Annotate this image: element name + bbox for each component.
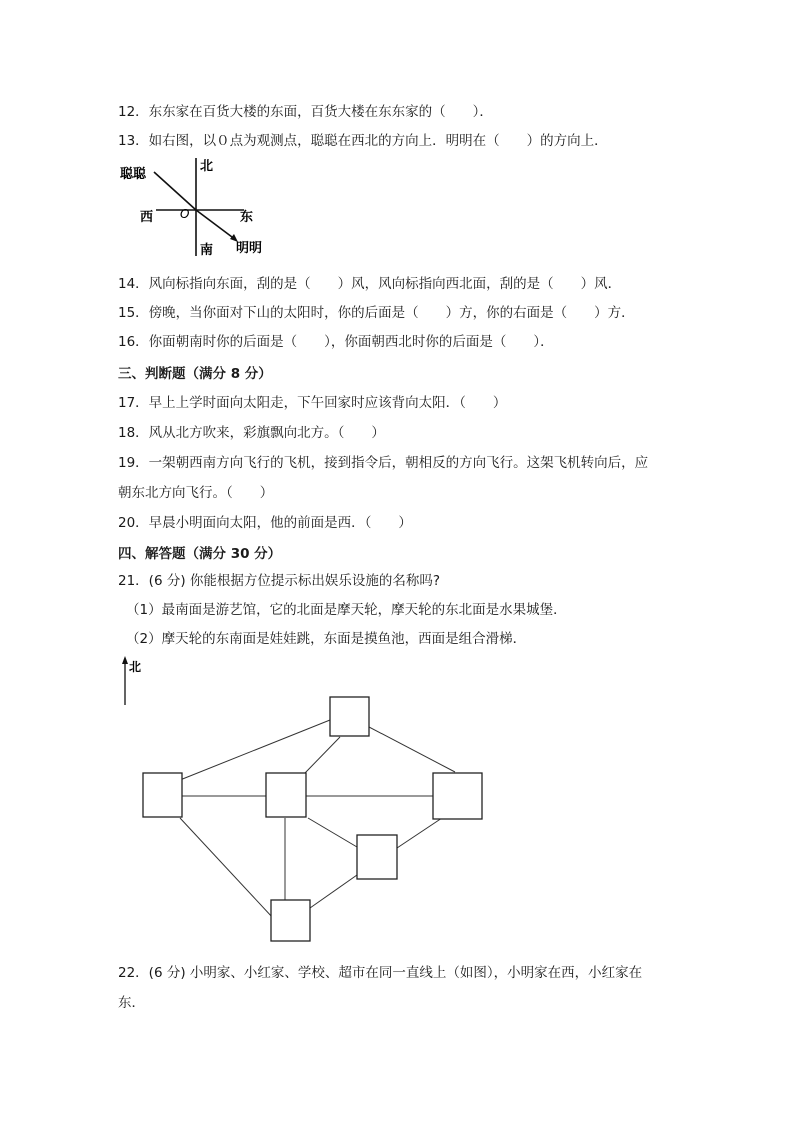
connector-line xyxy=(397,818,442,848)
connector-line xyxy=(308,818,357,847)
north-arrow-head xyxy=(122,656,128,664)
southeast-ray xyxy=(196,210,236,240)
connector-line xyxy=(310,875,357,908)
question-18: 18．风从北方吹来，彩旗飘向北方。（ ） xyxy=(118,425,385,441)
facility-box-top xyxy=(330,697,369,736)
question-15: 15．傍晚，当你面对下山的太阳时，你的后面是（ ）方，你的右面是（ ）方． xyxy=(118,305,635,321)
north-label: 北 xyxy=(200,159,214,174)
south-label: 南 xyxy=(200,243,214,258)
question-19-line1: 19．一架朝西南方向飞行的飞机，接到指令后，朝相反的方向飞行。这架飞机转向后，应 xyxy=(118,455,649,471)
question-22-line2: 东． xyxy=(118,995,145,1011)
northwest-ray xyxy=(154,172,196,210)
question-21: 21．(6 分) 你能根据方位提示标出娱乐设施的名称吗? xyxy=(118,573,441,589)
origin-label: O xyxy=(180,207,190,221)
east-label: 东 xyxy=(240,210,254,225)
facility-box-left xyxy=(143,773,182,817)
facility-box-right xyxy=(433,773,482,819)
question-14: 14．风向标指向东面，刮的是（ ）风，风向标指向西北面，刮的是（ ）风． xyxy=(118,276,622,292)
question-21-part2: （2）摩天轮的东南面是娃娃跳，东面是摸鱼池，西面是组合滑梯． xyxy=(126,631,527,647)
question-19-line2: 朝东北方向飞行。（ ） xyxy=(118,485,274,501)
facility-box-bottom xyxy=(271,900,310,941)
southeast-person-label: 明明 xyxy=(236,241,263,256)
question-16: 16．你面朝南时你的后面是（ ），你面朝西北时你的后面是（ ）． xyxy=(118,334,554,350)
northwest-person-label: 聪聪 xyxy=(120,167,147,182)
question-20: 20．早晨小明面向太阳，他的前面是西．（ ） xyxy=(118,515,412,531)
facility-box-lower-right xyxy=(357,835,397,879)
question-13: 13．如右图，以０点为观测点，聪聪在西北的方向上．明明在（ ）的方向上． xyxy=(118,133,608,149)
facility-box-center xyxy=(266,773,306,817)
question-22-line1: 22．(6 分) 小明家、小红家、学校、超市在同一直线上（如图），小明家在西，小红家在 xyxy=(118,965,643,981)
question-17: 17．早上上学时面向太阳走，下午回家时应该背向太阳．（ ） xyxy=(118,395,507,411)
west-label: 西 xyxy=(140,210,154,225)
connector-line xyxy=(180,818,273,918)
facility-map xyxy=(130,690,500,952)
question-12: 12．东东家在百货大楼的东面，百货大楼在东东家的（ ）． xyxy=(118,104,493,120)
map-north-label: 北 xyxy=(129,660,142,674)
compass-diagram xyxy=(116,156,276,260)
section-judge-heading: 三、判断题（满分 8 分） xyxy=(118,366,272,382)
section-answer-heading: 四、解答题（满分 30 分） xyxy=(118,546,282,562)
question-21-part1: （1）最南面是游艺馆，它的北面是摩天轮，摩天轮的东北面是水果城堡． xyxy=(126,602,567,618)
connector-line xyxy=(305,737,340,773)
